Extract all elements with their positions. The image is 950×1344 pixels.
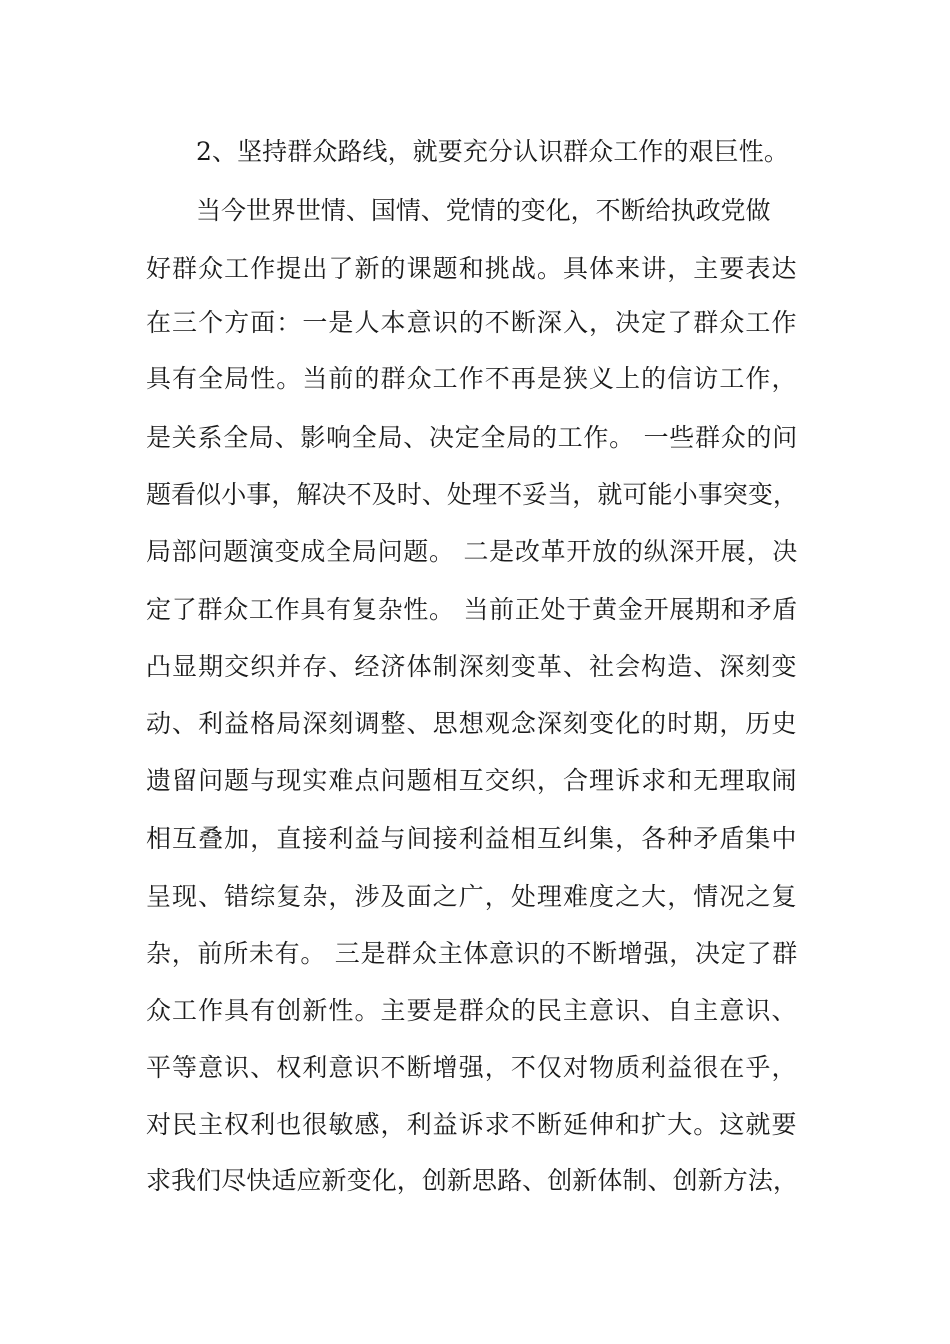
paragraph-line: 相互叠加，直接利益与间接利益相互纠集，各种矛盾集中 [146, 824, 798, 853]
paragraph-line: 求我们尽快适应新变化，创新思路、创新体制、创新方法， [146, 1166, 799, 1195]
paragraph-line: 当今世界世情、国情、党情的变化，不断给执政党做 [196, 196, 771, 225]
paragraph-line: 凸显期交织并存、经济体制深刻变革、社会构造、深刻变 [146, 652, 798, 681]
paragraph-line: 动、利益格局深刻调整、思想观念深刻变化的时期，历史 [146, 709, 798, 738]
paragraph-line: 好群众工作提出了新的课题和挑战。具体来讲，主要表达 [146, 254, 798, 283]
paragraph-line: 定了群众工作具有复杂性。 当前正处于黄金开展期和矛盾 [146, 595, 798, 624]
paragraph-line: 在三个方面：一是人本意识的不断深入，决定了群众工作 [146, 308, 798, 337]
paragraph-line: 具有全局性。当前的群众工作不再是狭义上的信访工作， [146, 364, 798, 393]
paragraph-line: 对民主权利也很敏感，利益诉求不断延伸和扩大。这就要 [146, 1110, 798, 1139]
heading-line: 2、坚持群众路线，就要充分认识群众工作的艰巨性。 [196, 137, 789, 166]
paragraph-line: 遗留问题与现实难点问题相互交织，合理诉求和无理取闹 [146, 766, 798, 795]
paragraph-line: 平等意识、权利意识不断增强，不仅对物质利益很在乎， [146, 1053, 798, 1082]
paragraph-line: 众工作具有创新性。主要是群众的民主意识、自主意识、 [146, 996, 798, 1025]
paragraph-line: 杂，前所未有。 三是群众主体意识的不断增强，决定了群 [146, 939, 798, 968]
paragraph-line: 题看似小事，解决不及时、处理不妥当，就可能小事突变， [146, 480, 799, 509]
paragraph-line: 是关系全局、影响全局、决定全局的工作。 一些群众的问 [146, 423, 798, 452]
paragraph-line: 局部问题演变成全局问题。 二是改革开放的纵深开展，决 [146, 537, 798, 566]
paragraph-line: 呈现、错综复杂，涉及面之广，处理难度之大，情况之复 [146, 882, 798, 911]
